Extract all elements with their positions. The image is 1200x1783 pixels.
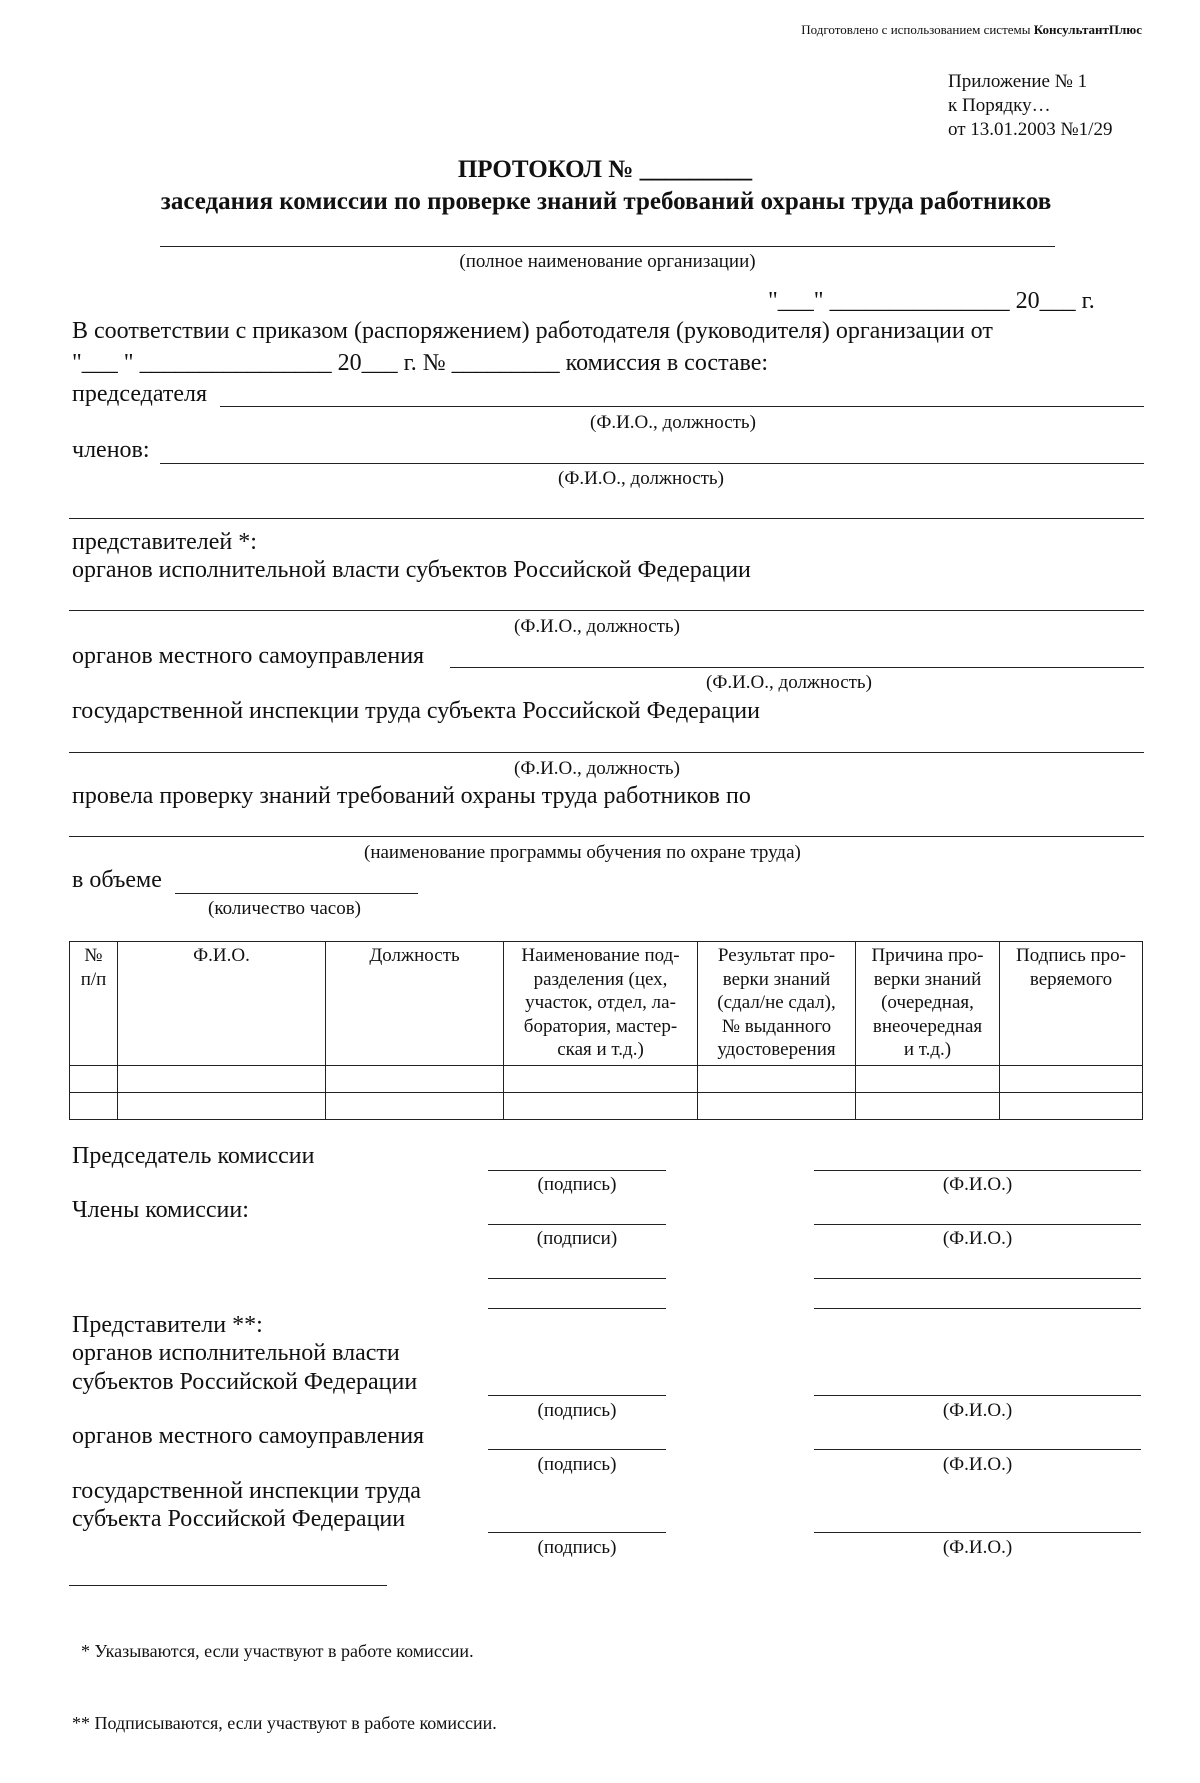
footnote-1: * Указываются, если участвуют в работе комиссии. xyxy=(72,1641,474,1661)
table-cell[interactable] xyxy=(326,1092,504,1119)
local-signature-caption: (подпись) xyxy=(537,1454,617,1475)
local-government-label: органов местного самоуправления xyxy=(72,643,425,669)
chairman-signature-caption: (подпись) xyxy=(537,1174,617,1195)
table-cell[interactable] xyxy=(698,1092,856,1119)
chairman-label: председателя xyxy=(72,381,208,407)
inspection-signature-caption: (подпись) xyxy=(537,1537,617,1558)
inspection-fio-caption: (Ф.И.О.) xyxy=(942,1537,1013,1558)
table-cell[interactable] xyxy=(856,1065,1000,1092)
table-cell[interactable] xyxy=(118,1092,326,1119)
members-field[interactable] xyxy=(160,463,1144,464)
col-header-fio: Ф.И.О. xyxy=(118,942,326,1066)
exec-sign-line-1: органов исполнительной власти xyxy=(72,1340,400,1366)
members-signature-field-2[interactable] xyxy=(488,1278,666,1279)
state-inspection-field[interactable] xyxy=(69,752,1144,753)
check-text: провела проверку знаний требований охраны труда работников по xyxy=(72,783,751,809)
col-header-position: Должность xyxy=(326,942,504,1066)
col-header-department: Наименование под- разделения (цех, участок, отдел, ла- боратория, мастер- ская и т.д.) xyxy=(504,942,698,1066)
exec-signature-field[interactable] xyxy=(488,1395,666,1396)
program-caption: (наименование программы обучения по охране труда) xyxy=(364,842,801,863)
local-fio-field[interactable] xyxy=(814,1449,1141,1450)
table-cell[interactable] xyxy=(504,1065,698,1092)
members-field-2[interactable] xyxy=(69,518,1144,519)
annex-line-3: от 13.01.2003 №1/29 xyxy=(948,119,1113,140)
intro-line-2: "___ " ________________ 20___ г. № _________ комиссия в составе: xyxy=(72,350,769,376)
hours-field[interactable] xyxy=(175,893,418,894)
table-cell[interactable] xyxy=(1000,1065,1143,1092)
members-fio-field-2[interactable] xyxy=(814,1278,1141,1279)
exec-signature-caption: (подпись) xyxy=(537,1400,617,1421)
table-cell[interactable] xyxy=(326,1065,504,1092)
exec-authorities-field[interactable] xyxy=(69,610,1144,611)
table-cell[interactable] xyxy=(504,1092,698,1119)
table-cell[interactable] xyxy=(698,1065,856,1092)
consultant-watermark xyxy=(801,22,1142,38)
local-government-field[interactable] xyxy=(450,667,1144,668)
table-cell[interactable] xyxy=(70,1092,118,1119)
exec-authorities-caption: (Ф.И.О., должность) xyxy=(514,616,680,637)
exec-authorities-label: органов исполнительной власти субъектов Российской Федерации xyxy=(72,557,751,583)
table-cell[interactable] xyxy=(856,1092,1000,1119)
program-field[interactable] xyxy=(69,836,1144,837)
protocol-subtitle: заседания комиссии по проверке знаний требований охраны труда работников xyxy=(160,188,1052,215)
state-inspection-label: государственной инспекции труда субъекта Российской Федерации xyxy=(72,698,760,724)
local-sign-label: органов местного самоуправления xyxy=(72,1423,425,1449)
local-fio-caption: (Ф.И.О.) xyxy=(942,1454,1013,1475)
col-header-signature: Подпись про- веряемого xyxy=(1000,942,1143,1066)
members-label: членов: xyxy=(72,437,150,463)
protocol-title: ПРОТОКОЛ № _________ xyxy=(457,156,753,183)
volume-label: в объеме xyxy=(72,867,162,893)
footnotes xyxy=(72,1591,497,1783)
chairman-fio-field[interactable] xyxy=(814,1170,1141,1171)
local-government-caption: (Ф.И.О., должность) xyxy=(706,672,872,693)
members-caption: (Ф.И.О., должность) xyxy=(558,468,724,489)
hours-caption: (количество часов) xyxy=(208,898,362,919)
inspection-sign-line-1: государственной инспекции труда xyxy=(72,1478,421,1504)
chairman-caption: (Ф.И.О., должность) xyxy=(590,412,756,433)
representatives-label: представителей *: xyxy=(72,529,257,555)
table-cell[interactable] xyxy=(70,1065,118,1092)
annex-line-2: к Порядку… xyxy=(948,95,1051,116)
inspection-signature-field[interactable] xyxy=(488,1532,666,1533)
inspection-sign-line-2: субъекта Российской Федерации xyxy=(72,1506,406,1532)
col-header-result: Результат про- верки знаний (сдал/не сдал), № выданного удостоверения xyxy=(698,942,856,1066)
state-inspection-caption: (Ф.И.О., должность) xyxy=(514,758,680,779)
col-header-number: № п/п xyxy=(70,942,118,1066)
col-header-reason: Причина про- верки знаний (очередная, внеочередная и т.д.) xyxy=(856,942,1000,1066)
members-signature-field-3[interactable] xyxy=(488,1308,666,1309)
chairman-field[interactable] xyxy=(220,406,1144,407)
exec-fio-field[interactable] xyxy=(814,1395,1141,1396)
workers-table xyxy=(69,941,1143,1120)
members-signature-field[interactable] xyxy=(488,1224,666,1225)
annex-line-1: Приложение № 1 xyxy=(948,71,1088,92)
members-signature-caption: (подписи) xyxy=(536,1228,618,1249)
table-cell[interactable] xyxy=(1000,1092,1143,1119)
exec-sign-line-2: субъектов Российской Федерации xyxy=(72,1369,418,1395)
table-cell[interactable] xyxy=(118,1065,326,1092)
chairman-signature-field[interactable] xyxy=(488,1170,666,1171)
chairman-sign-label: Председатель комиссии xyxy=(72,1143,315,1169)
intro-line-1: В соответствии с приказом (распоряжением) работодателя (руководителя) организации от xyxy=(72,318,993,344)
annex-block xyxy=(948,70,1112,142)
members-sign-label: Члены комиссии: xyxy=(72,1197,249,1223)
table-row xyxy=(70,1065,1143,1092)
table-row xyxy=(70,1092,1143,1119)
organization-name-field[interactable] xyxy=(160,246,1055,247)
local-signature-field[interactable] xyxy=(488,1449,666,1450)
chairman-fio-caption: (Ф.И.О.) xyxy=(942,1174,1013,1195)
organization-caption: (полное наименование организации) xyxy=(459,251,756,272)
exec-fio-caption: (Ф.И.О.) xyxy=(942,1400,1013,1421)
inspection-fio-field[interactable] xyxy=(814,1532,1141,1533)
watermark-brand: КонсультантПлюс xyxy=(1033,22,1142,37)
footnote-separator xyxy=(69,1585,387,1586)
table-header-row xyxy=(70,942,1143,1066)
members-fio-field[interactable] xyxy=(814,1224,1141,1225)
watermark-prefix: Подготовлено с использованием системы xyxy=(801,22,1034,37)
protocol-date: "___" _______________ 20___ г. xyxy=(768,288,1095,314)
members-fio-field-3[interactable] xyxy=(814,1308,1141,1309)
members-fio-caption: (Ф.И.О.) xyxy=(942,1228,1013,1249)
representatives-sign-label: Представители **: xyxy=(72,1312,263,1338)
footnote-2: ** Подписываются, если участвуют в работе комиссии. xyxy=(72,1713,497,1733)
